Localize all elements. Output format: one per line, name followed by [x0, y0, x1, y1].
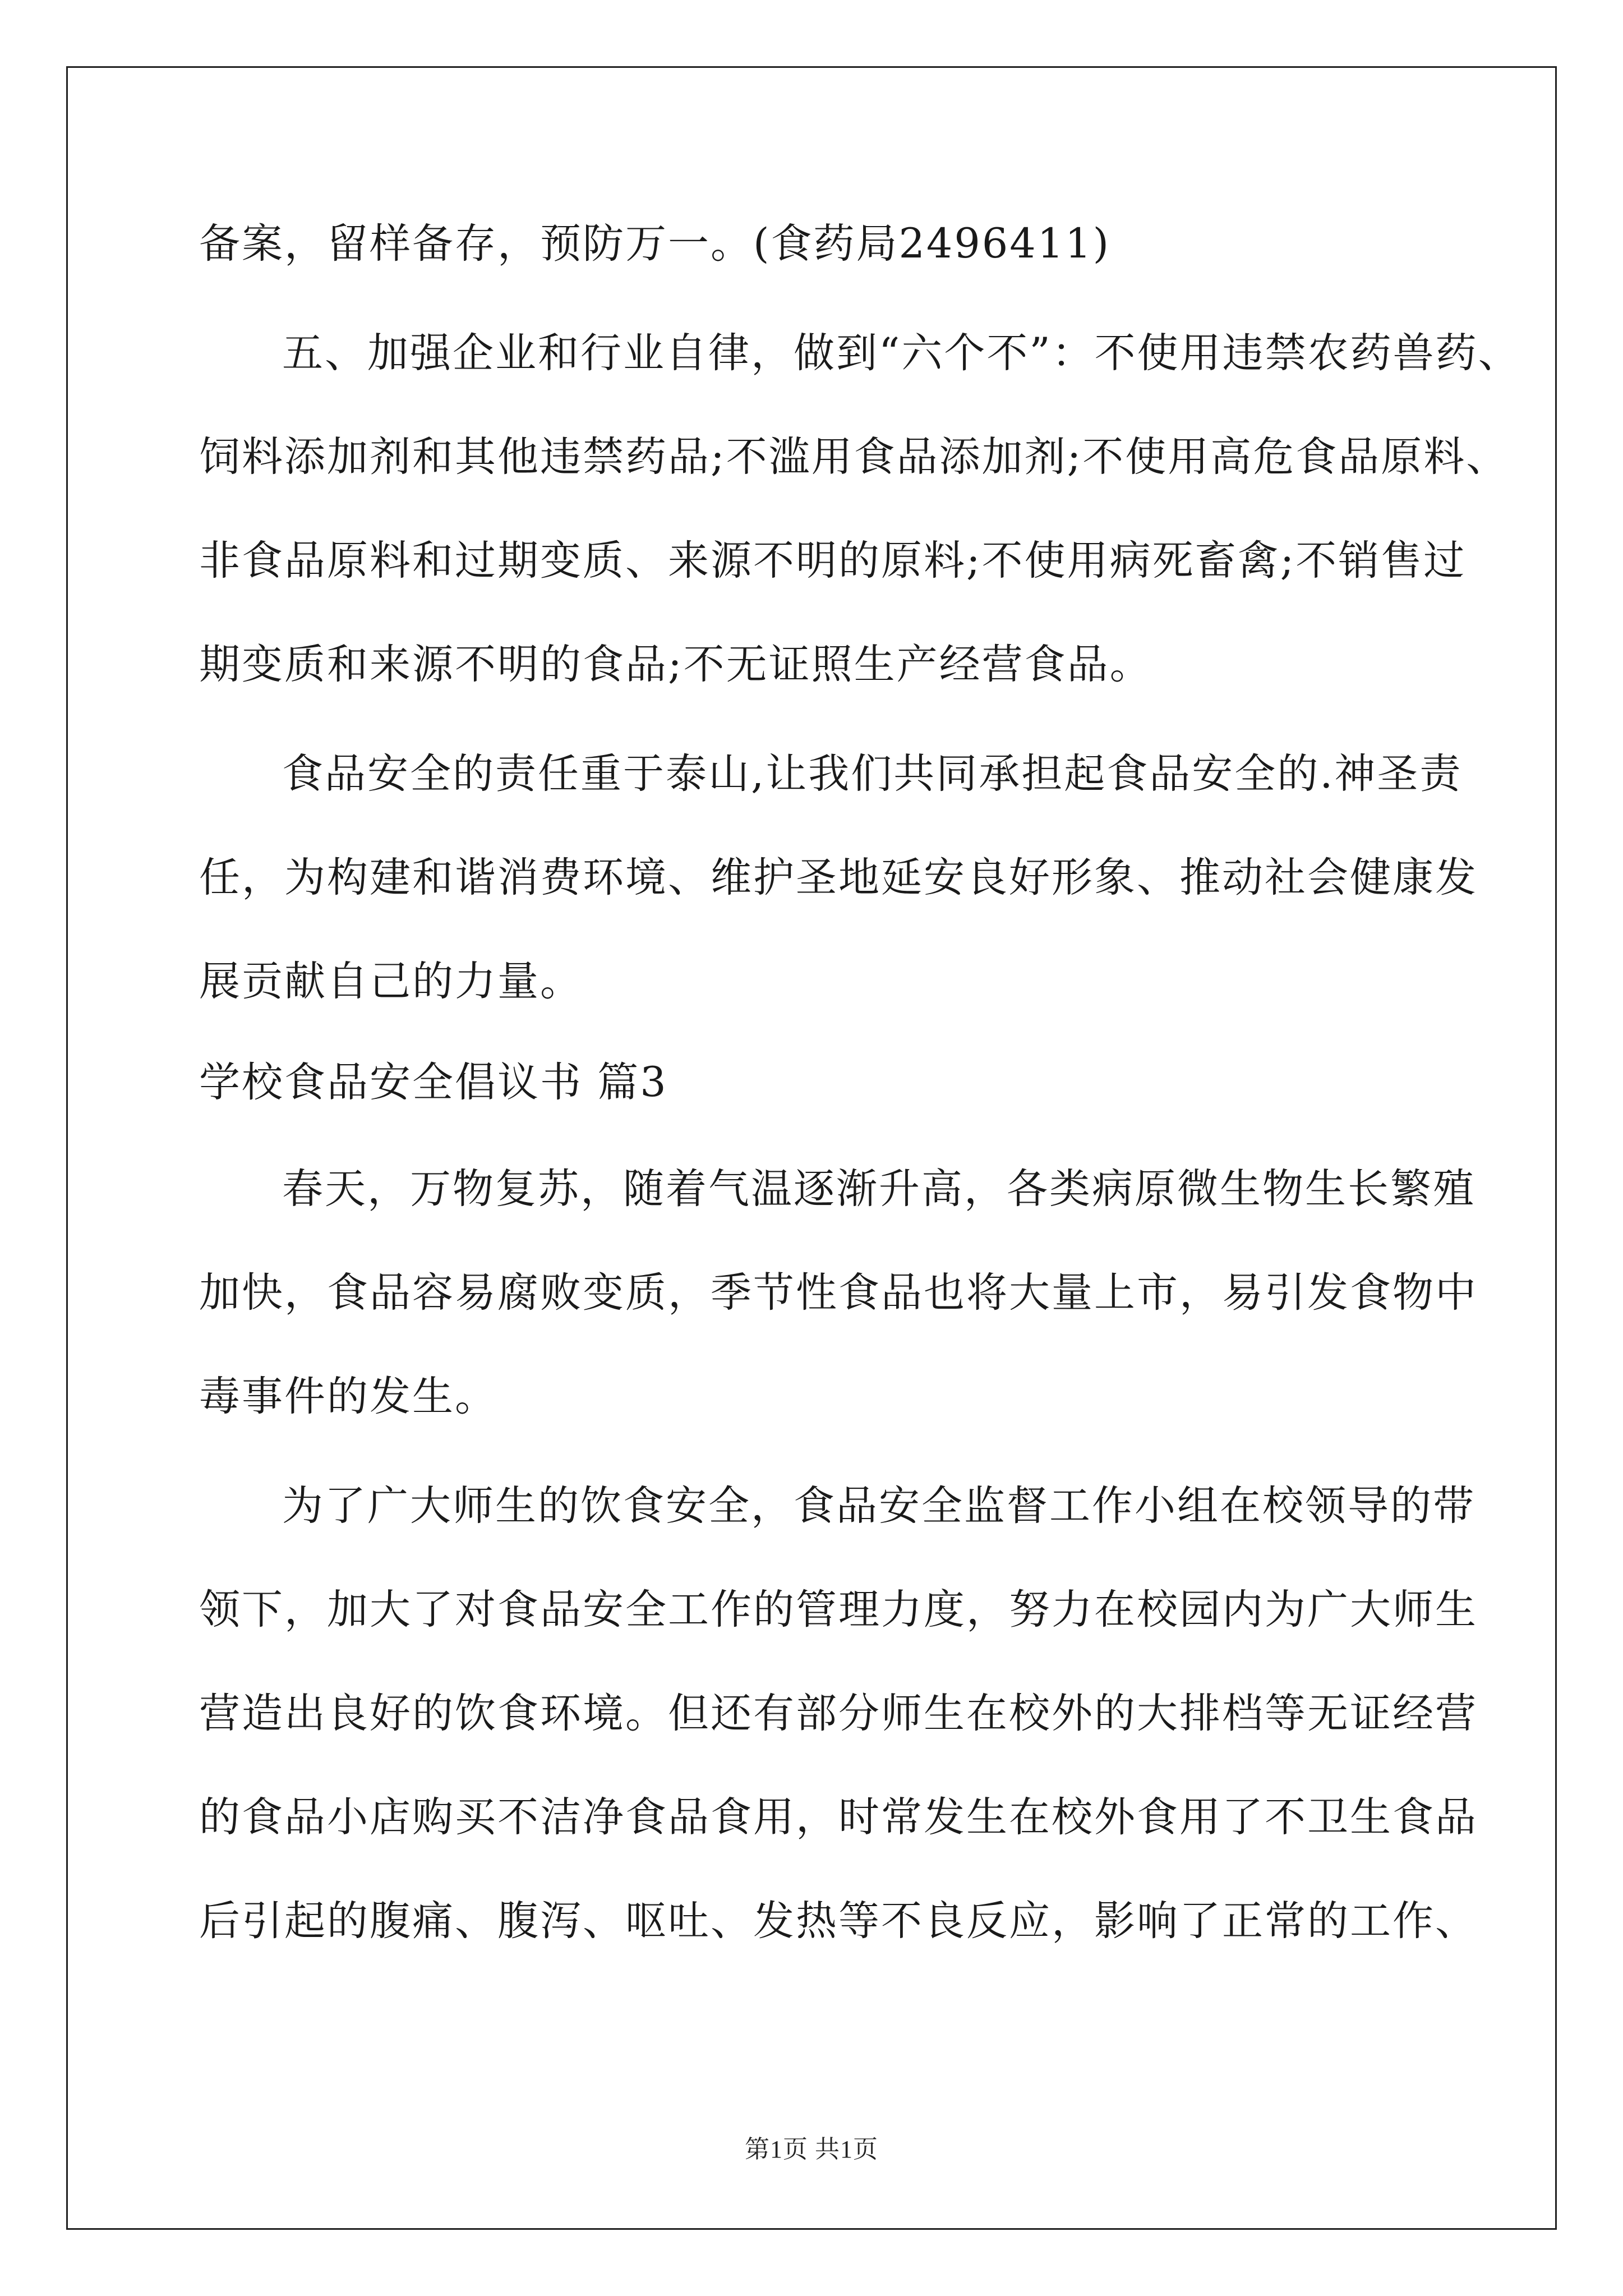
- text-line: 营造出良好的饮食环境。但还有部分师生在校外的大排档等无证经营: [199, 1690, 1478, 1737]
- paragraph-start-line: 为了广大师生的饮食安全，食品安全监督工作小组在校领导的带: [282, 1482, 1476, 1530]
- page-number-footer: 第1页 共1页: [745, 2136, 878, 2163]
- paragraph-start-line: 春天，万物复苏，随着气温逐渐升高，各类病原微生物生长繁殖: [282, 1165, 1476, 1213]
- text-line: 备案，留样备存，预防万一。(食药局2496411): [199, 220, 1111, 268]
- paragraph-start-line: 食品安全的责任重于泰山,让我们共同承担起食品安全的.神圣责: [282, 750, 1463, 798]
- text-line: 任，为构建和谐消费环境、维护圣地延安良好形象、推动社会健康发: [199, 854, 1478, 901]
- text-line: 期变质和来源不明的食品;不无证照生产经营食品。: [199, 641, 1152, 688]
- text-line: 饲料添加剂和其他违禁药品;不滥用食品添加剂;不使用高危食品原料、: [199, 433, 1509, 481]
- text-line: 毒事件的发生。: [199, 1373, 497, 1420]
- paragraph-start-line: 五、加强企业和行业自律，做到“六个不”：不使用违禁农药兽药、: [282, 329, 1521, 377]
- text-line: 非食品原料和过期变质、来源不明的原料;不使用病死畜禽;不销售过: [199, 537, 1467, 585]
- text-line: 后引起的腹痛、腹泻、呕吐、发热等不良反应，影响了正常的工作、: [199, 1897, 1478, 1945]
- text-line: 展贡献自己的力量。: [199, 958, 583, 1005]
- text-line: 领下，加大了对食品安全工作的管理力度，努力在校园内为广大师生: [199, 1586, 1478, 1634]
- text-line: 加快，食品容易腐败变质，季节性食品也将大量上市，易引发食物中: [199, 1269, 1478, 1317]
- section-heading: 学校食品安全倡议书 篇3: [199, 1059, 668, 1106]
- text-line: 的食品小店购买不洁净食品食用，时常发生在校外食用了不卫生食品: [199, 1793, 1478, 1841]
